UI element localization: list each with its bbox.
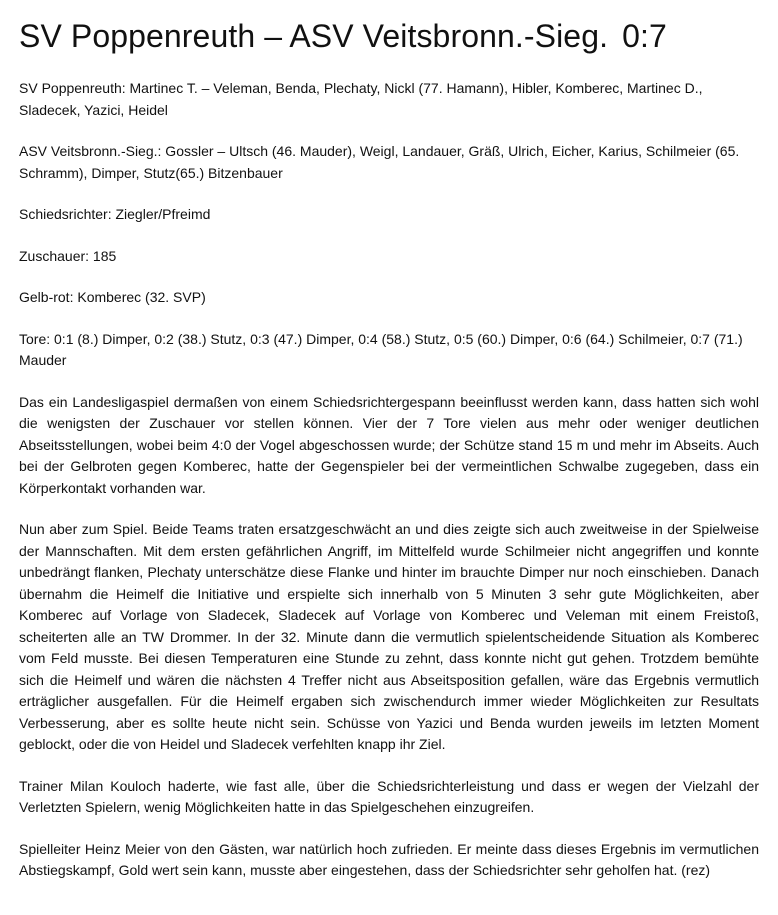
report-paragraph: Das ein Landesligaspiel dermaßen von einem Schiedsrichtergespann beeinflusst werden kann, dass hatten sich wohl die wenigsten der Zuschauer vor stellen können. Vier der 7 Tore vielen aus mehr oder weniger deutlichen Abseitsstellungen, wobei beim 4:0 der Vogel abgeschossen wurde; der Schütze stand 15 m und mehr im Abseits. Auch bei der Gelbroten gegen Komberec, hatte der Gegenspieler bei der vermeintlichen Schwalbe zugegeben, dass ein Körperkontakt vorhanden war.	[19, 393, 759, 496]
report-paragraph: Nun aber zum Spiel. Beide Teams traten ersatzgeschwächt an und dies zeigte sich auch zweitweise in der Spielweise der Mannschaften. Mit dem ersten gefährlichen Angriff, im Mittelfeld wurde Schilmeier nicht angegriffen und konnte unbedrängt flanken, Plechaty unterschätze diese Flanke und hinter im brauchte Dimper nur noch einschieben. Danach übernahm die Heimelf die Initiative und erspielte sich innerhalb von 5 Minuten 3 sehr gute Möglichkeiten, aber Komberec auf Vorlage von Sladecek, Sladecek auf Vorlage von Komberec und Veleman mit einem Freistoß, scheiterten alle an TW Drommer. In der 32. Minute dann die vermutlich spielentscheidende Situation als Komberec vom Feld musste. Bei diesen Temperaturen eine Stunde zu zehnt, dass konnte nicht gut gehen. Trotzdem bemühte sich die Heimelf und wären die nächsten 4 Treffer nicht aus Abseitsposition gefallen, wäre das Ergebnis vermutlich erträglicher ausgefallen. Für die Heimelf ergaben sich zwischendurch immer wieder Möglichkeiten zur Resultats Verbesserung, aber es sollte heute nicht sein. Schüsse von Yazici und Benda wurden jeweils im letzten Moment geblockt, oder die von Heidel und Sladecek verfehlten knapp ihr Ziel.	[19, 521, 759, 752]
report-title	[19, 14, 759, 58]
away-lineup: ASV Veitsbronn.-Sieg.: Gossler – Ultsch (46. Mauder), Weigl, Landauer, Gräß, Ulrich, Eicher, Karius, Schilmeier (65. Schramm), Dimper, Stutz(65.) Bitzenbauer	[19, 143, 740, 181]
yellow-red-line: Gelb-rot: Komberec (32. SVP)	[19, 289, 206, 305]
title-match: SV Poppenreuth – ASV Veitsbronn.-Sieg.	[19, 18, 609, 54]
title-score: 0:7	[622, 18, 667, 54]
referee-line: Schiedsrichter: Ziegler/Pfreimd	[19, 206, 211, 222]
report-paragraph: Trainer Milan Kouloch haderte, wie fast alle, über die Schiedsrichterleistung und dass er wegen der Vielzahl der Verletzten Spielern, wenig Möglichkeiten hatte in das Spielgeschehen einzugreifen.	[19, 777, 759, 815]
report-paragraph: Spielleiter Heinz Meier von den Gästen, war natürlich hoch zufrieden. Er meinte dass dieses Ergebnis im vermutlichen Abstiegskampf, Gold wert sein kann, musste aber eingestehen, dass der Schiedsrichter sehr geholfen hat. (rez)	[19, 840, 759, 878]
home-lineup: SV Poppenreuth: Martinec T. – Veleman, Benda, Plechaty, Nickl (77. Hamann), Hibler, Komberec, Martinec D., Sladecek, Yazici, Heidel	[19, 80, 703, 118]
spectators-line: Zuschauer: 185	[19, 247, 117, 264]
match-report	[19, 0, 759, 882]
goals-line: Tore: 0:1 (8.) Dimper, 0:2 (38.) Stutz, 0:3 (47.) Dimper, 0:4 (58.) Stutz, 0:5 (60.) Dimper, 0:6 (64.) Schilmeier, 0:7 (71.) Mauder	[19, 330, 743, 368]
